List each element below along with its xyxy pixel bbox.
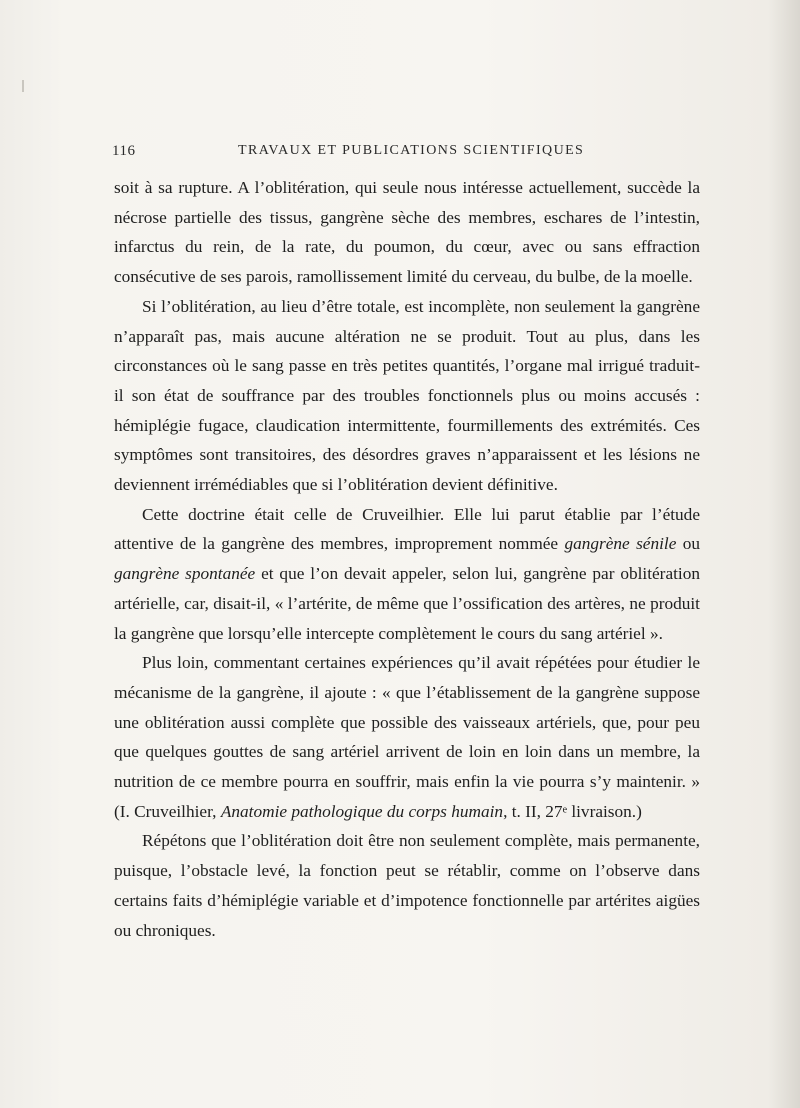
page-blemish (22, 80, 24, 92)
body-text (114, 173, 700, 945)
page-number: 116 (112, 143, 136, 159)
citation-title: Anatomie pathologique du corps humain (220, 801, 504, 821)
paragraph-3-text-b: ou (676, 534, 700, 554)
paragraph-3-text-c: et que l’on devait appeler, selon lui, gangrène par oblitération artérielle, car, disait-il, « l’artérite, de même que l’ossification des artères, ne produit la gangrène que lorsqu’elle intercepte complètement le cours du sang artériel ». (114, 564, 700, 643)
paragraph-4-text-b: , t. II, 27ᵉ livraison.) (503, 801, 642, 821)
term-gangrene-senile: gangrène sénile (564, 534, 677, 554)
page-header (112, 143, 700, 165)
paragraph-2: Si l’oblitération, au lieu d’être totale, est incomplète, non seulement la gangrène n’apparaît pas, mais aucune altération ne se produit. Tout au plus, dans les circonstances où le sang passe en très petites quantités, l’organe mal irrigué traduit-il son état de souffrance par des troubles fonctionnels plus ou moins accusés : hémiplégie fugace, claudication intermittente, fourmillements des extrémités. Ces symptômes sont transitoires, des désordres graves n’apparaissent et les lésions ne deviennent irrémédiables que si l’oblitération devient définitive. (114, 296, 700, 495)
paragraph-5: Répétons que l’oblitération doit être non seulement complète, mais permanente, puisque, l’obstacle levé, la fonction peut se rétablir, comme on l’observe dans certains faits d’hémiplégie variable et d’impotence fonctionnelle par artérites aigües ou chroniques. (114, 831, 700, 940)
paragraph-1: soit à sa rupture. A l’oblitération, qui seule nous intéresse actuellement, succède la nécrose partielle des tissus, gangrène sèche des membres, eschares de l’intestin, infarctus du rein, de la rate, du poumon, du cœur, avec ou sans effraction consécutive de ses parois, ramollissement limité du cerveau, du bulbe, de la moelle. (114, 178, 700, 287)
paragraph-3-text-a: Cette doctrine était celle de Cruveilhier. Elle lui parut établie par l’étude attentive de la gangrène des membres, improprement nommée (114, 504, 700, 554)
term-gangrene-spontanee: gangrène spontanée (114, 564, 256, 584)
paragraph-3 (114, 500, 700, 649)
paragraph-4 (114, 648, 700, 826)
running-head: TRAVAUX ET PUBLICATIONS SCIENTIFIQUES (238, 143, 585, 158)
paragraph-4-text-a: Plus loin, commentant certaines expériences qu’il avait répétées pour étudier le mécanisme de la gangrène, il ajoute : « que l’établissement de la gangrène suppose une oblitération aussi complète que possible des vaisseaux artériels, que, pour peu que quelques gouttes de sang artériel arrivent de loin en loin dans un membre, la nutrition de ce membre pourra en souffrir, mais enfin la vie pourra s’y maintenir. » (I. Cruveilhier, (114, 653, 700, 821)
